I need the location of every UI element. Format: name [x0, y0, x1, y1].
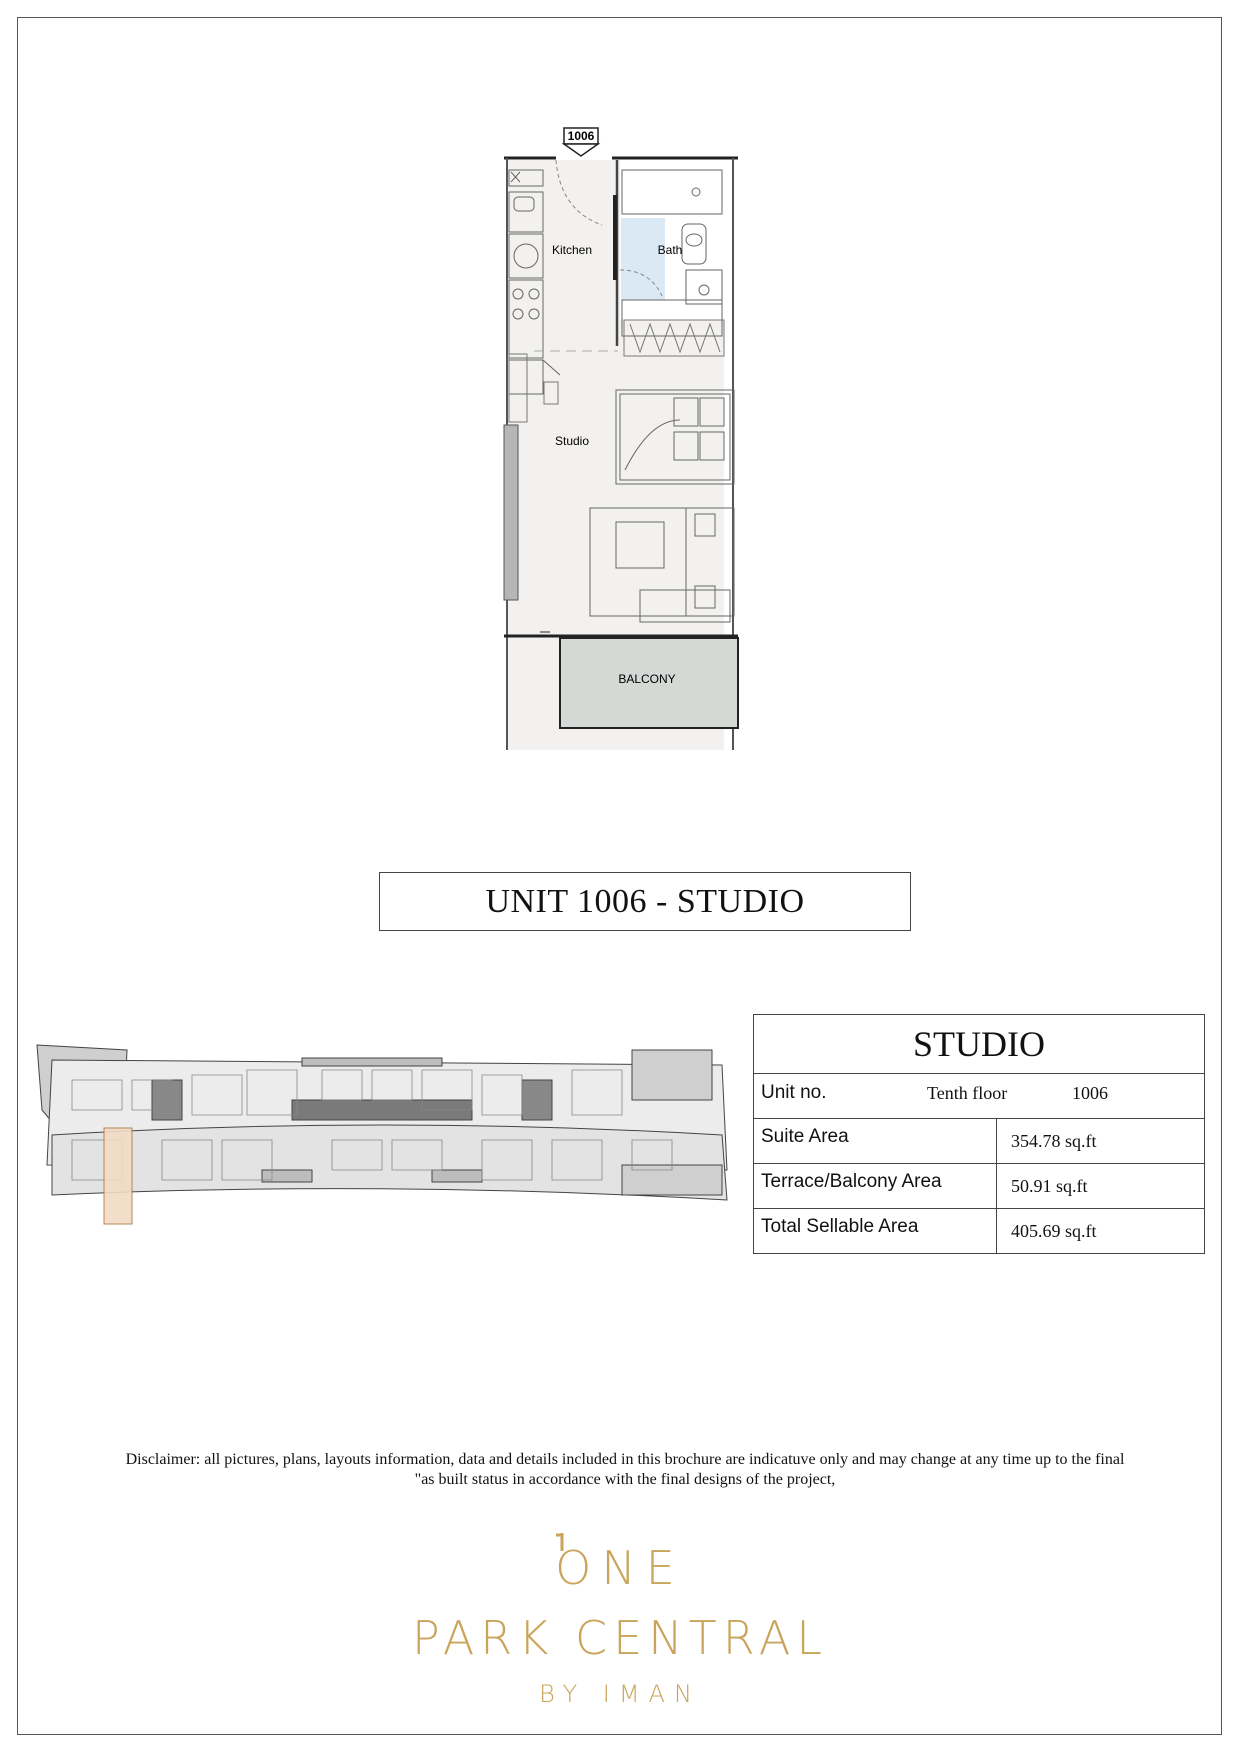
- logo-line-park-central: PARK CENTRAL: [412, 1611, 828, 1665]
- table-row: [754, 1164, 1204, 1209]
- floor-value: Tenth floor: [927, 1083, 1008, 1103]
- unit-title: UNIT 1006 - STUDIO: [379, 872, 911, 931]
- unit-tag: [564, 128, 598, 156]
- unit-floor-plan: [490, 120, 750, 750]
- unit-number-row: [754, 1074, 1204, 1119]
- floor-key-plan: [32, 1040, 732, 1230]
- unit-number-value: 1006: [1072, 1083, 1108, 1103]
- tv-unit: [504, 425, 518, 600]
- row-value: 405.69 sq.ft: [1011, 1221, 1097, 1241]
- table-heading: STUDIO: [754, 1015, 1204, 1074]
- brand-logo: [370, 1525, 870, 1725]
- unit-location-highlight: [104, 1128, 132, 1224]
- svg-text:1006: 1006: [567, 129, 595, 143]
- row-value: 354.78 sq.ft: [1011, 1131, 1097, 1151]
- row-label: Total Sellable Area: [754, 1209, 997, 1253]
- studio-label: Studio: [554, 434, 590, 448]
- disclaimer-line-1: Disclaimer: all pictures, plans, layouts information, data and details included in this brochure are indicatuve only and may change at any time up to the final: [125, 1451, 1125, 1468]
- unit-number-label: Unit no.: [761, 1082, 827, 1103]
- table-row: [754, 1119, 1204, 1164]
- disclaimer-line-2: "as built status in accordance with the final designs of the project,: [414, 1471, 836, 1488]
- disclaimer: [70, 1450, 1180, 1490]
- logo-line-one: ONE: [555, 1541, 685, 1595]
- row-label: Terrace/Balcony Area: [754, 1164, 997, 1208]
- logo-line-by-iman: BY IMAN: [539, 1680, 701, 1708]
- kitchen-label: Kitchen: [551, 243, 593, 257]
- bath-label: Bath: [657, 243, 683, 257]
- balcony-label: BALCONY: [618, 672, 676, 686]
- key-plan-building: [37, 1045, 727, 1200]
- bath-tiles: [621, 218, 665, 300]
- table-row: [754, 1209, 1204, 1253]
- row-value: 50.91 sq.ft: [1011, 1176, 1088, 1196]
- unit-info-table: [753, 1014, 1205, 1254]
- row-label: Suite Area: [754, 1119, 997, 1163]
